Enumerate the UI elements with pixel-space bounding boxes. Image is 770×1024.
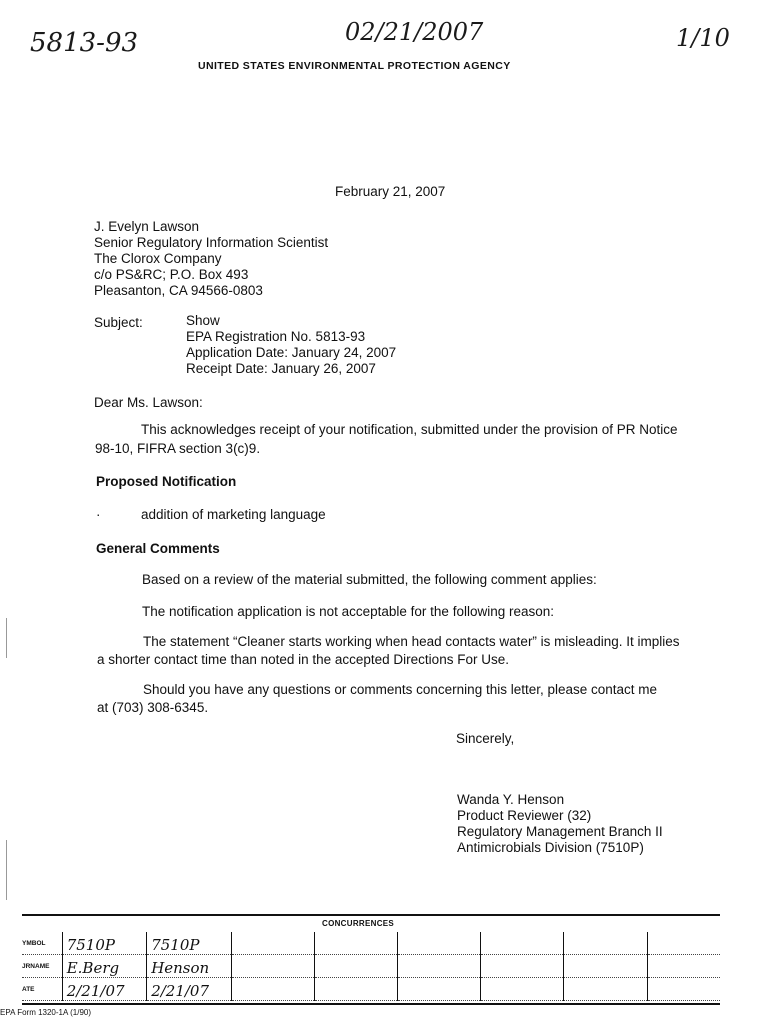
recipient-city: Pleasanton, CA 94566-0803 bbox=[94, 283, 263, 298]
signer-title: Product Reviewer (32) bbox=[457, 808, 592, 823]
concurrence-cell: 2/21/07 bbox=[147, 978, 231, 1001]
concurrence-cell bbox=[398, 932, 481, 955]
concurrence-cell bbox=[564, 932, 647, 955]
concurrence-cell bbox=[564, 978, 647, 1001]
concurrence-row-symbol bbox=[22, 932, 720, 955]
bullet-marker: · bbox=[96, 507, 101, 522]
concurrence-cell bbox=[481, 978, 564, 1001]
recipient-name: J. Evelyn Lawson bbox=[94, 219, 200, 234]
concurrence-cell bbox=[314, 955, 397, 978]
concurrences-title: CONCURRENCES bbox=[322, 919, 395, 928]
comment-1: Based on a review of the material submitted, the following comment applies: bbox=[142, 572, 597, 587]
proposed-notification-heading: Proposed Notification bbox=[96, 474, 237, 489]
general-comments-heading: General Comments bbox=[96, 541, 220, 556]
concurrence-cell bbox=[314, 978, 397, 1001]
concurrences-bottom-rule bbox=[22, 1003, 720, 1005]
letter-date: February 21, 2007 bbox=[335, 184, 446, 199]
concurrences-grid bbox=[22, 932, 720, 1001]
intro-line-2: 98-10, FIFRA section 3(c)9. bbox=[95, 441, 261, 456]
concurrence-row-date bbox=[22, 978, 720, 1001]
concurrence-row-surname bbox=[22, 955, 720, 978]
scan-margin-line bbox=[6, 840, 7, 900]
concurrence-cell: 2/21/07 bbox=[62, 978, 146, 1001]
signer-division: Antimicrobials Division (7510P) bbox=[457, 840, 644, 855]
subject-registration: EPA Registration No. 5813-93 bbox=[186, 329, 366, 344]
row-label-surname: JRNAME bbox=[22, 955, 62, 978]
concurrence-cell bbox=[647, 955, 720, 978]
concurrence-cell bbox=[231, 978, 314, 1001]
recipient-po-box: c/o PS&RC; P.O. Box 493 bbox=[94, 267, 249, 282]
closing: Sincerely, bbox=[456, 731, 515, 746]
concurrences-top-rule bbox=[22, 914, 720, 916]
concurrence-cell bbox=[647, 932, 720, 955]
contact-line-2: at (703) 308-6345. bbox=[97, 700, 209, 715]
recipient-title: Senior Regulatory Information Scientist bbox=[94, 235, 329, 250]
concurrence-cell: 7510P bbox=[62, 932, 146, 955]
scan-margin-line bbox=[6, 618, 7, 658]
concurrence-cell bbox=[231, 955, 314, 978]
subject-label: Subject: bbox=[94, 315, 143, 330]
comment-3-line-2: a shorter contact time than noted in the accepted Directions For Use. bbox=[97, 652, 509, 667]
row-label-symbol: YMBOL bbox=[22, 932, 62, 955]
comment-3-line-1: The statement “Cleaner starts working when head contacts water” is misleading. It implies bbox=[143, 634, 680, 649]
row-label-date: ATE bbox=[22, 978, 62, 1001]
concurrence-cell bbox=[647, 978, 720, 1001]
subject-product: Show bbox=[186, 313, 220, 328]
concurrence-cell: Henson bbox=[147, 955, 231, 978]
signer-branch: Regulatory Management Branch II bbox=[457, 824, 663, 839]
handwritten-page-marker: 1/10 bbox=[676, 24, 730, 52]
concurrence-cell bbox=[481, 932, 564, 955]
salutation: Dear Ms. Lawson: bbox=[94, 395, 203, 410]
recipient-address bbox=[94, 219, 328, 299]
recipient-company: The Clorox Company bbox=[94, 251, 222, 266]
concurrence-cell: E.Berg bbox=[62, 955, 146, 978]
concurrence-cell bbox=[314, 932, 397, 955]
signature-block bbox=[457, 792, 663, 856]
agency-heading: UNITED STATES ENVIRONMENTAL PROTECTION AGENCY bbox=[198, 60, 511, 72]
concurrence-cell bbox=[481, 955, 564, 978]
subject-application-date: Application Date: January 24, 2007 bbox=[186, 345, 397, 360]
concurrence-cell bbox=[398, 955, 481, 978]
subject-block bbox=[186, 313, 396, 377]
handwritten-file-number: 5813-93 bbox=[30, 28, 139, 58]
signer-name: Wanda Y. Henson bbox=[457, 792, 565, 807]
concurrence-cell bbox=[564, 955, 647, 978]
contact-line-1: Should you have any questions or comments concerning this letter, please contact me bbox=[143, 682, 658, 697]
comment-2: The notification application is not acceptable for the following reason: bbox=[142, 604, 555, 619]
form-number: EPA Form 1320-1A (1/90) bbox=[0, 1008, 92, 1017]
handwritten-date: 02/21/2007 bbox=[345, 18, 484, 46]
concurrence-cell bbox=[398, 978, 481, 1001]
concurrence-cell: 7510P bbox=[147, 932, 231, 955]
subject-receipt-date: Receipt Date: January 26, 2007 bbox=[186, 361, 376, 376]
bullet-item: addition of marketing language bbox=[141, 507, 326, 522]
concurrence-cell bbox=[231, 932, 314, 955]
intro-line-1: This acknowledges receipt of your notification, submitted under the provision of PR Notice bbox=[141, 422, 678, 437]
